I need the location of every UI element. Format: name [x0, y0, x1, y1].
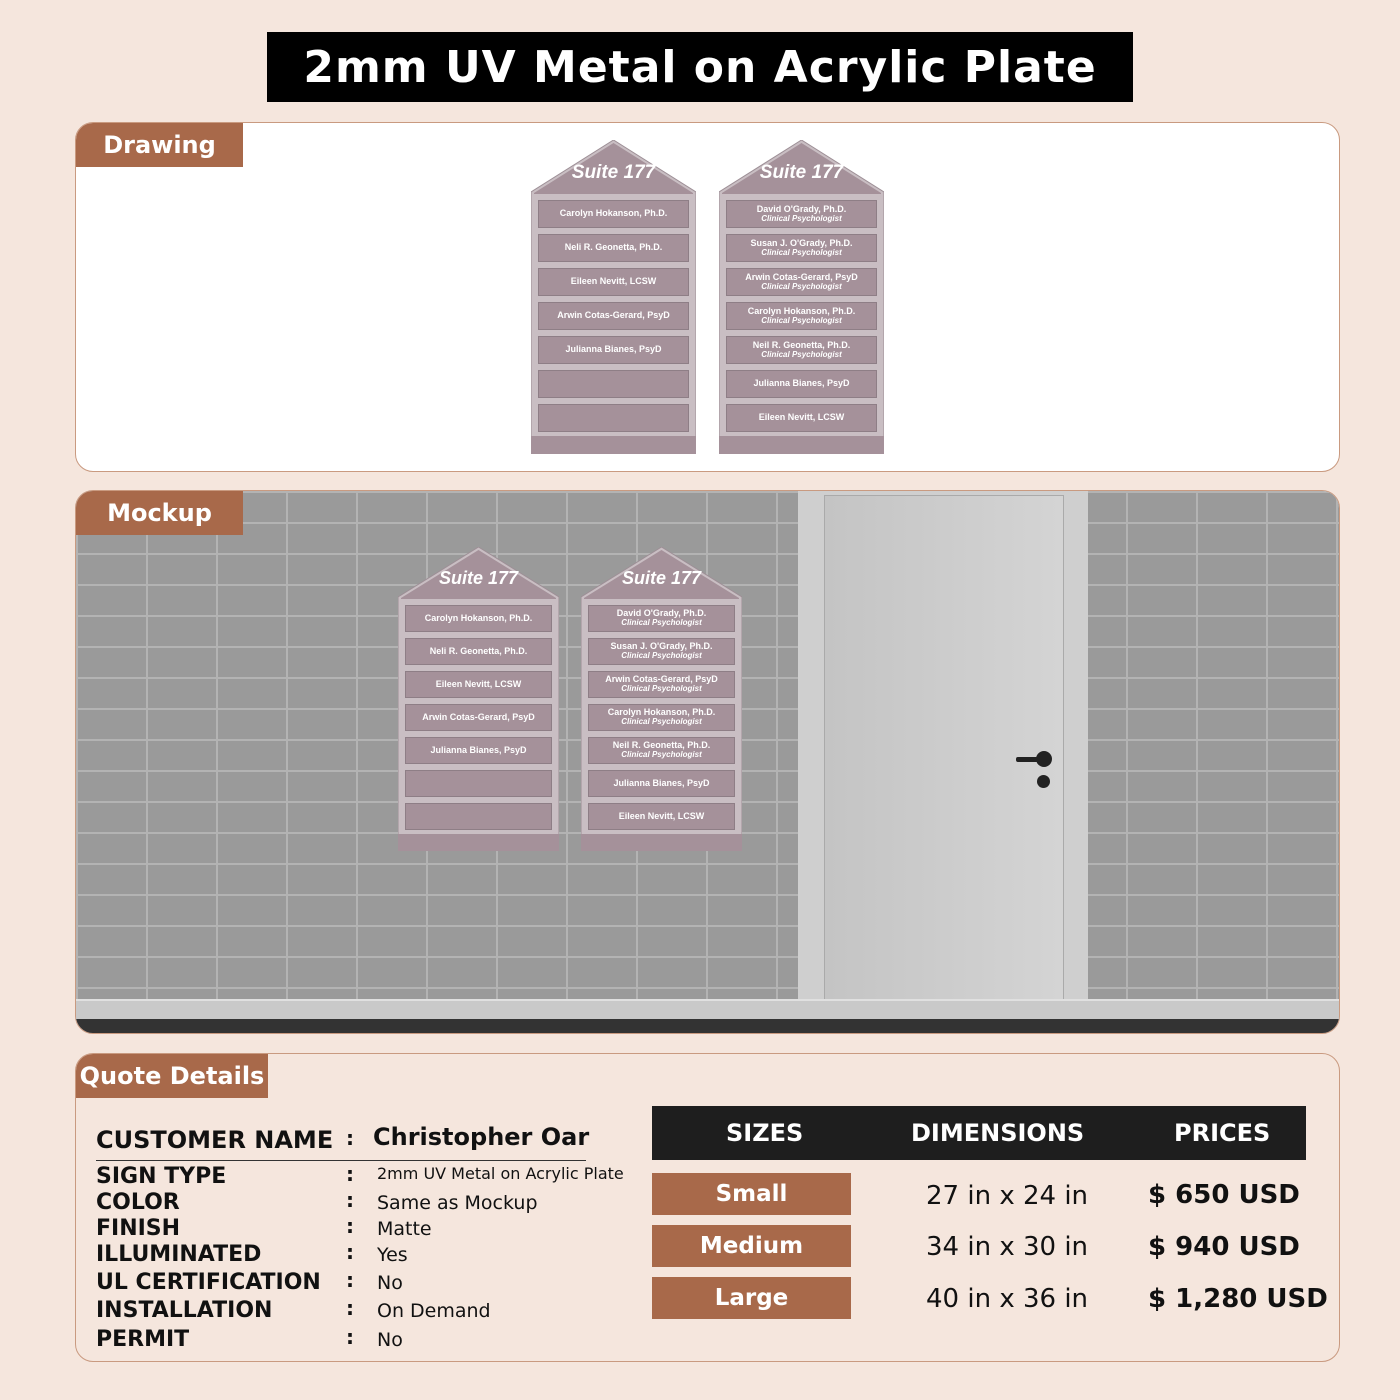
- quote-row-label: ILLUMINATED: [96, 1242, 262, 1267]
- customer-name-value: Christopher Oar: [373, 1123, 590, 1151]
- sign-header: Suite 177: [438, 568, 519, 588]
- name-plate: [405, 737, 552, 764]
- plate-subtitle: Clinical Psychologist: [761, 247, 842, 257]
- plate-name: Susan J. O'Grady, Ph.D.: [750, 237, 853, 248]
- plate-name: Eileen Nevitt, LCSW: [570, 276, 657, 287]
- price-small: $ 650 USD: [1148, 1180, 1300, 1210]
- dimension-large: 40 in x 36 in: [926, 1284, 1089, 1314]
- quote-row-label: UL CERTIFICATION: [96, 1270, 321, 1295]
- quote-row-value: Yes: [377, 1244, 408, 1266]
- size-medium-button[interactable]: Medium: [652, 1225, 851, 1267]
- price-medium: $ 940 USD: [1148, 1232, 1300, 1262]
- door-rose-icon: [1036, 751, 1052, 767]
- header-prices: PRICES: [1174, 1119, 1271, 1147]
- plate-subtitle: Clinical Psychologist: [621, 618, 702, 628]
- colon: :: [346, 1126, 354, 1150]
- sign-header: Suite 177: [759, 162, 844, 183]
- name-plate: [538, 268, 689, 296]
- name-plate: [538, 200, 689, 228]
- plate-subtitle: Clinical Psychologist: [761, 281, 842, 291]
- name-plate: [726, 404, 877, 432]
- plate-name: Arwin Cotas-Gerard, PsyD: [557, 310, 670, 321]
- plate-name: Arwin Cotas-Gerard, PsyD: [745, 271, 858, 282]
- colon: :: [346, 1162, 354, 1186]
- plate-subtitle: Clinical Psychologist: [621, 750, 702, 760]
- plate-subtitle: Clinical Psychologist: [621, 684, 702, 694]
- plate-name: Carolyn Hokanson, Ph.D.: [607, 707, 716, 718]
- quote-row-value: 2mm UV Metal on Acrylic Plate: [377, 1164, 624, 1183]
- plate-name: Julianna Bianes, PsyD: [613, 777, 710, 788]
- plate-name: Neil R. Geonetta, Ph.D.: [752, 339, 851, 350]
- name-plate: [405, 803, 552, 830]
- plate-name: Eileen Nevitt, LCSW: [618, 810, 705, 821]
- quote-row-label: FINISH: [96, 1216, 181, 1241]
- plate-name: Eileen Nevitt, LCSW: [435, 678, 522, 689]
- colon: :: [346, 1325, 354, 1349]
- name-plate: [405, 638, 552, 665]
- plate-name: Julianna Bianes, PsyD: [565, 344, 662, 355]
- drawing-panel: [75, 122, 1340, 472]
- plate-subtitle: Clinical Psychologist: [761, 213, 842, 223]
- name-plate: [726, 302, 877, 330]
- plate-name: David O'Grady, Ph.D.: [756, 203, 847, 214]
- name-plate: [726, 336, 877, 364]
- dimension-small: 27 in x 24 in: [926, 1181, 1089, 1211]
- plate-name: David O'Grady, Ph.D.: [616, 608, 707, 619]
- sign-header: Suite 177: [621, 568, 702, 588]
- quote-row-value: Same as Mockup: [377, 1192, 538, 1214]
- name-plate: [405, 704, 552, 731]
- colon: :: [346, 1214, 354, 1238]
- quote-row-label: PERMIT: [96, 1327, 190, 1352]
- mockup-panel: [75, 490, 1340, 1034]
- plate-name: Neli R. Geonetta, Ph.D.: [564, 242, 663, 253]
- name-plate: [726, 200, 877, 228]
- plate-subtitle: Clinical Psychologist: [621, 651, 702, 661]
- sign-drawing-right: [719, 140, 884, 454]
- customer-name-label: CUSTOMER NAME: [96, 1126, 334, 1154]
- size-large-button[interactable]: Large: [652, 1277, 851, 1319]
- quote-row-value: On Demand: [377, 1300, 491, 1322]
- name-plate: [538, 404, 689, 432]
- price-table-header: [652, 1106, 1306, 1160]
- colon: :: [346, 1240, 354, 1264]
- price-large: $ 1,280 USD: [1148, 1284, 1328, 1314]
- baseboard: [76, 999, 1339, 1021]
- plate-name: Susan J. O'Grady, Ph.D.: [610, 641, 713, 652]
- plate-name: Neil R. Geonetta, Ph.D.: [612, 740, 711, 751]
- drawing-tab: Drawing: [76, 123, 243, 167]
- name-plate: [588, 770, 735, 797]
- mockup-tab: Mockup: [76, 491, 243, 535]
- quote-panel: [75, 1053, 1340, 1362]
- header-dimensions: DIMENSIONS: [911, 1119, 1085, 1147]
- plate-name: Eileen Nevitt, LCSW: [758, 412, 845, 423]
- name-plate: [588, 803, 735, 830]
- name-plate: [405, 605, 552, 632]
- name-plate: [726, 268, 877, 296]
- colon: :: [346, 1188, 354, 1212]
- name-plate: [538, 370, 689, 398]
- name-plate: [588, 671, 735, 698]
- size-small-button[interactable]: Small: [652, 1173, 851, 1215]
- name-plate: [405, 770, 552, 797]
- page-title: 2mm UV Metal on Acrylic Plate: [267, 32, 1133, 102]
- sign-drawing-left: [531, 140, 696, 454]
- dimension-medium: 34 in x 30 in: [926, 1232, 1089, 1262]
- sign-mockup-left: [398, 547, 559, 851]
- quote-row-label: COLOR: [96, 1190, 180, 1215]
- name-plate: [405, 671, 552, 698]
- sign-header: Suite 177: [571, 162, 656, 183]
- sign-mockup-right: [581, 547, 742, 851]
- floor: [76, 1019, 1339, 1033]
- divider: [96, 1160, 586, 1161]
- quote-row-value: No: [377, 1272, 403, 1294]
- plate-name: Neli R. Geonetta, Ph.D.: [429, 645, 528, 656]
- name-plate: [588, 638, 735, 665]
- name-plate: [588, 704, 735, 731]
- plate-name: Carolyn Hokanson, Ph.D.: [559, 208, 668, 219]
- quote-tab: Quote Details: [76, 1054, 268, 1098]
- plate-subtitle: Clinical Psychologist: [761, 315, 842, 325]
- plate-name: Arwin Cotas-Gerard, PsyD: [422, 711, 535, 722]
- header-sizes: SIZES: [726, 1119, 804, 1147]
- quote-row-value: No: [377, 1329, 403, 1351]
- plate-name: Arwin Cotas-Gerard, PsyD: [605, 674, 718, 685]
- quote-row-label: SIGN TYPE: [96, 1164, 227, 1189]
- name-plate: [538, 302, 689, 330]
- name-plate: [726, 234, 877, 262]
- colon: :: [346, 1296, 354, 1320]
- colon: :: [346, 1268, 354, 1292]
- plate-name: Carolyn Hokanson, Ph.D.: [424, 612, 533, 623]
- plate-subtitle: Clinical Psychologist: [761, 349, 842, 359]
- name-plate: [538, 336, 689, 364]
- name-plate: [726, 370, 877, 398]
- name-plate: [588, 605, 735, 632]
- quote-row-label: INSTALLATION: [96, 1298, 273, 1323]
- name-plate: [538, 234, 689, 262]
- plate-subtitle: Clinical Psychologist: [621, 717, 702, 727]
- keyhole-icon: [1037, 775, 1050, 788]
- quote-row-value: Matte: [377, 1218, 432, 1240]
- plate-name: Carolyn Hokanson, Ph.D.: [747, 305, 856, 316]
- name-plate: [588, 737, 735, 764]
- plate-name: Julianna Bianes, PsyD: [430, 744, 527, 755]
- plate-name: Julianna Bianes, PsyD: [753, 378, 850, 389]
